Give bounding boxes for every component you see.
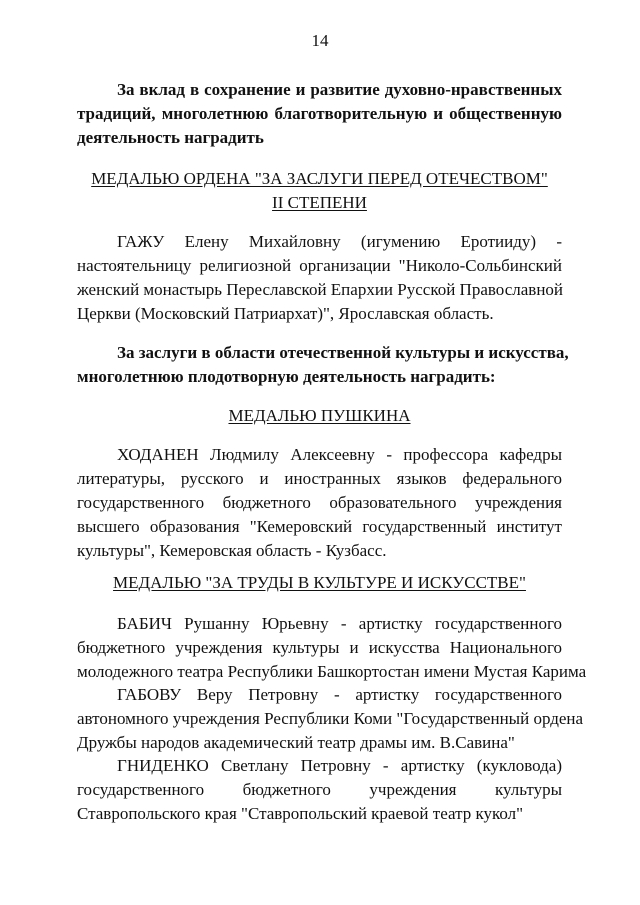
section3-recipient [77,612,587,684]
page-number: 14 [311,31,329,50]
recipient-line: высшего образования "Кемеровский государственный институт [77,517,562,536]
recipient-line: государственного бюджетного учреждения культуры [77,780,562,799]
section1-intro-line: деятельность наградить [77,128,264,147]
section1-recipient [77,230,562,326]
section1-award-line: II СТЕПЕНИ [272,193,367,212]
section3-recipient [77,754,562,826]
recipient-line: литературы, русского и иностранных языков федерального [77,469,562,488]
section3-award-line: МЕДАЛЬЮ "ЗА ТРУДЫ В КУЛЬТУРЕ И ИСКУССТВЕ" [113,573,526,592]
recipient-line: Ставропольского края "Ставропольский краевой театр кукол" [77,804,524,823]
section1-award-line: МЕДАЛЬЮ ОРДЕНА "ЗА ЗАСЛУГИ ПЕРЕД ОТЕЧЕСТВОМ" [91,169,548,188]
recipient-line: ГАЖУ Елену Михайловну (игумению Еротииду) - [117,232,562,251]
recipient-line: ГАБОВУ Веру Петровну - артистку государственного [117,685,562,704]
section2-award-line: МЕДАЛЬЮ ПУШКИНА [228,406,411,425]
recipient-line: государственного бюджетного образовательного учреждения [77,493,562,512]
recipient-line: культуры", Кемеровская область - Кузбасс. [77,541,387,560]
recipient-line: настоятельницу религиозной организации "Николо-Сольбинский [77,256,562,275]
section1-intro [77,78,562,150]
recipient-line: женский монастырь Переславской Епархии Русской Православной [77,280,564,299]
recipient-line: молодежного театра Республики Башкортостан имени Мустая Карима [77,662,587,681]
section1-intro-line: традиций, многолетнюю благотворительную и общественную [77,104,562,123]
section3-award-heading [77,571,562,595]
recipient-line: ХОДАНЕН Людмилу Алексеевну - профессора кафедры [117,445,562,464]
section2-recipient [77,443,562,563]
section2-intro-line: многолетнюю плодотворную деятельность наградить: [77,367,496,386]
recipient-line: Дружбы народов академический театр драмы им. В.Савина" [77,733,515,752]
section1-award-heading [77,167,562,215]
recipient-line: Церкви (Московский Патриархат)", Ярославская область. [77,304,494,323]
section1-intro-line: За вклад в сохранение и развитие духовно-нравственных [117,80,562,99]
section3-recipient [77,683,584,755]
recipient-line: бюджетного учреждения культуры и искусства Национального [77,638,562,657]
recipient-line: БАБИЧ Рушанну Юрьевну - артистку государственного [117,614,562,633]
recipient-line: автономного учреждения Республики Коми "Государственный ордена [77,709,584,728]
section2-award-heading [77,404,562,428]
section2-intro-line: За заслуги в области отечественной культуры и искусства, [117,343,569,362]
recipient-line: ГНИДЕНКО Светлану Петровну - артистку (кукловода) [117,756,562,775]
section2-intro [77,341,569,389]
